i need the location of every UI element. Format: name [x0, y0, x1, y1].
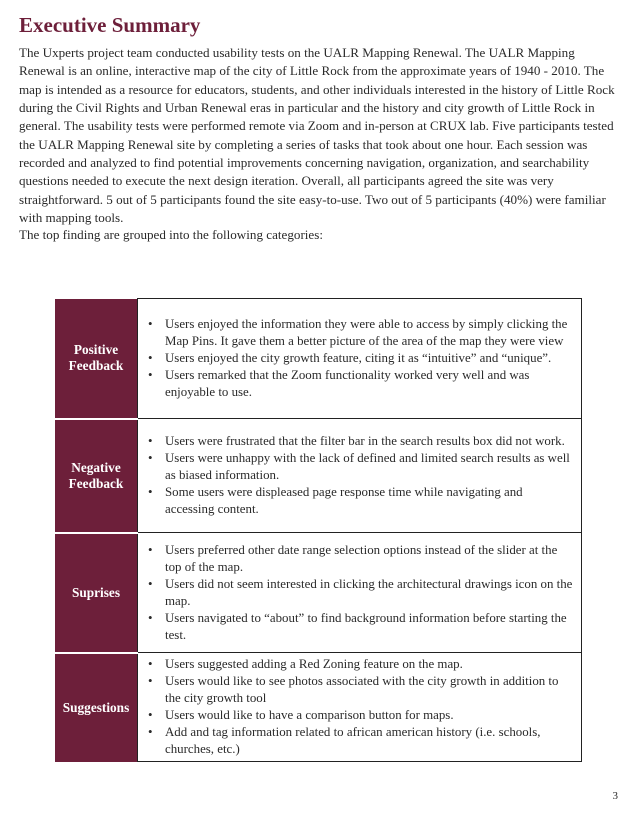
- list-item: • Users did not seem interested in clicking the architectural drawings icon on the map.: [146, 576, 573, 610]
- page-title: Executive Summary: [19, 13, 201, 37]
- category-label: Suprises: [55, 533, 138, 653]
- findings-list: [138, 430, 581, 521]
- findings-row-negative: [55, 419, 582, 533]
- list-item: • Users would like to have a comparison button for maps.: [146, 707, 573, 724]
- summary-text: The Uxperts project team conducted usability tests on the UALR Mapping Renewal. The UALR Mapping Renewal is an online, interactive map of the city of Little Rock from the approximate years of 1940 - 2010. The map is intended as a resource for educators, students, and other individuals interested in the history of Little Rock during the Civil Rights and Urban Renewal eras in particular and the history and city growth of Little Rock in general. The usability tests were performed remote via Zoom and in-person at CRUX lab. Five participants tested the UALR Mapping Renewal site by completing a series of tasks that took about one hour. Each session was recorded and analyzed to find potential improvements concerning navigation, organization, and searchability questions needed to execute the next design iteration. Overall, all participants agreed the site was very straightforward. 5 out of 5 participants found the site easy-to-use. Two out of 5 participants (40%) were familiar with mapping tools.: [19, 45, 615, 226]
- findings-row-positive: [55, 299, 582, 419]
- list-item: • Users would like to see photos associated with the city growth in addition to the city growth tool: [146, 673, 573, 707]
- findings-list: [138, 653, 581, 761]
- findings-list-cell: [138, 419, 582, 533]
- list-item: • Users enjoyed the city growth feature, citing it as “intuitive” and “unique”.: [146, 350, 573, 367]
- category-label: Positive Feedback: [55, 299, 138, 419]
- list-item: • Users suggested adding a Red Zoning feature on the map.: [146, 656, 573, 673]
- list-item: • Users navigated to “about” to find background information before starting the test.: [146, 610, 573, 644]
- findings-list: [138, 313, 581, 404]
- list-item: • Some users were displeased page response time while navigating and accessing content.: [146, 484, 573, 518]
- list-item: • Users enjoyed the information they were able to access by simply clicking the Map Pins. It gave them a better picture of the area of the map they were view: [146, 316, 573, 350]
- findings-list-cell: [138, 653, 582, 762]
- category-label: Suggestions: [55, 653, 138, 762]
- page-number: 3: [612, 790, 618, 802]
- summary-paragraph: [19, 44, 623, 227]
- findings-list: [138, 539, 581, 647]
- findings-row-suggestions: [55, 653, 582, 762]
- list-item: • Users were frustrated that the filter bar in the search results box did not work.: [146, 433, 573, 450]
- list-item: • Users remarked that the Zoom functionality worked very well and was enjoyable to use.: [146, 367, 573, 401]
- findings-list-cell: [138, 299, 582, 419]
- findings-table: [55, 298, 582, 762]
- findings-list-cell: [138, 533, 582, 653]
- list-item: • Users preferred other date range selection options instead of the slider at the top of the map.: [146, 542, 573, 576]
- list-item: • Add and tag information related to african american history (i.e. schools, churches, etc.): [146, 724, 573, 758]
- findings-row-surprises: [55, 533, 582, 653]
- category-label: Negative Feedback: [55, 419, 138, 533]
- list-item: • Users were unhappy with the lack of defined and limited search results as well as biased information.: [146, 450, 573, 484]
- categories-intro: The top finding are grouped into the following categories:: [19, 227, 323, 242]
